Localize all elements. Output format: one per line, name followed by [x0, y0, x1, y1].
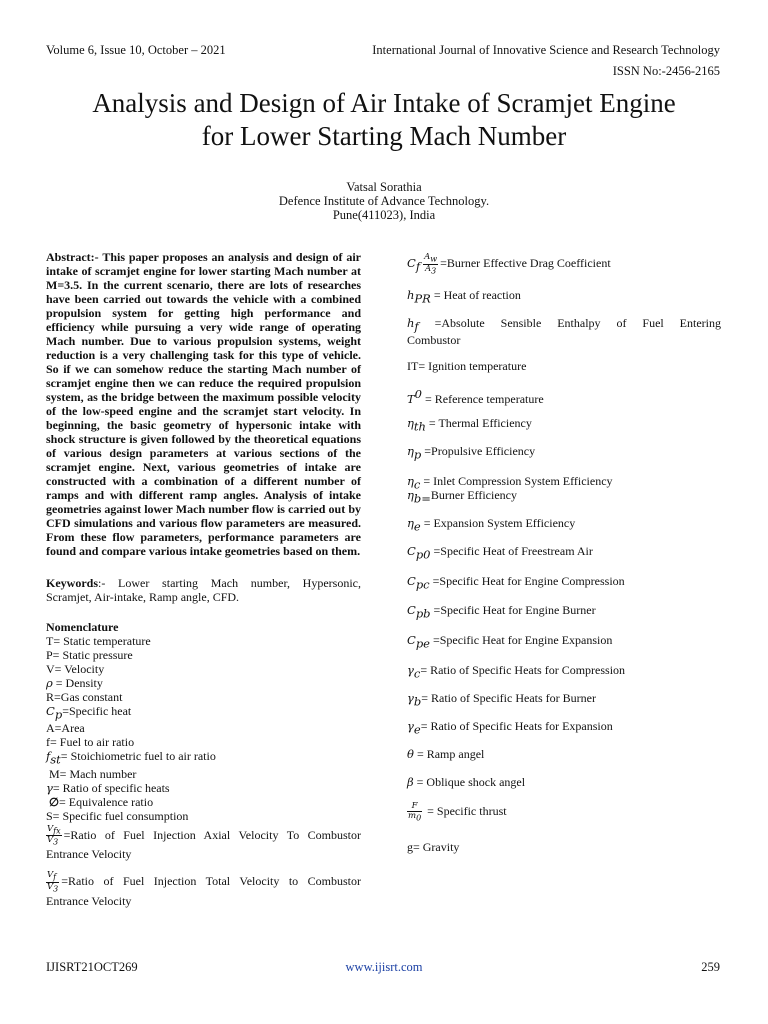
frac-num-sub: f — [53, 872, 57, 882]
nom-desc: =Ratio of Fuel Injection Total Velocity to Combustor — [61, 874, 361, 889]
frac-den: m — [408, 811, 417, 821]
nom-desc-cont: Combustor — [407, 333, 461, 348]
nom-item: P= Static pressure — [46, 648, 133, 662]
nom-subscript: pe — [415, 636, 430, 651]
nom-item-cp0 — [407, 544, 593, 561]
nom-subscript: c — [413, 666, 421, 681]
journal-name: International Journal of Innovative Science and Research Technology — [372, 43, 720, 57]
frac-num: A — [424, 252, 431, 262]
nom-subscript: e — [413, 519, 421, 534]
frac-den-sub: 3 — [53, 884, 59, 894]
nom-desc: = Oblique shock angel — [413, 775, 526, 789]
nom-symbol: γ — [407, 691, 414, 705]
fraction — [423, 253, 438, 275]
frac-num-sub: fx — [53, 826, 61, 836]
nom-item: A=Area — [46, 721, 85, 736]
nom-subscript: e — [413, 722, 421, 737]
nom-item: V= Velocity — [46, 662, 105, 676]
nom-desc: = Density — [52, 676, 103, 690]
frac-den-sub: 0 — [416, 813, 422, 823]
nom-symbol: β — [407, 775, 414, 789]
abstract — [46, 250, 361, 558]
nom-desc: = Ratio of Specific Heats for Burner — [421, 691, 596, 705]
nom-desc: = Ratio of Specific Heats for Compression — [420, 663, 626, 677]
nom-desc: = Thermal Efficiency — [425, 416, 532, 430]
volume-info: Volume 6, Issue 10, October – 2021 — [46, 43, 226, 57]
nom-symbol: C — [407, 633, 416, 647]
frac-num-sub: w — [430, 254, 438, 264]
nom-line — [46, 871, 361, 893]
nom-desc: =Specific Heat for Engine Compression — [429, 574, 625, 588]
nom-subscript: b= — [413, 491, 431, 506]
nom-line — [407, 316, 721, 333]
nom-subscript: p0 — [415, 547, 431, 562]
nom-subscript: PR — [414, 291, 431, 306]
nom-subscript: pb — [415, 606, 431, 621]
nom-symbol: γ — [407, 663, 414, 677]
keywords-label: Keywords — [46, 576, 98, 590]
nom-subscript: c — [413, 477, 421, 492]
nom-desc: Burner Efficiency — [430, 488, 517, 502]
nom-symbol: h — [407, 316, 415, 330]
nom-item-cpb — [407, 603, 596, 620]
nom-desc: =Specific heat — [62, 704, 132, 718]
fraction — [407, 802, 422, 823]
keywords — [46, 576, 361, 604]
nom-item — [46, 795, 361, 809]
nom-item-eta-th — [407, 416, 532, 433]
nom-symbol: T — [407, 392, 415, 406]
nom-superscript: 0 — [414, 387, 422, 401]
nom-desc: = Ramp angel — [413, 747, 485, 761]
paper-code: IJISRT21OCT269 — [46, 960, 138, 974]
nom-symbol: ρ — [46, 676, 53, 690]
nom-desc: = Expansion System Efficiency — [420, 516, 576, 530]
abstract-label: Abstract:- — [46, 250, 99, 264]
nom-desc: = Ratio of Specific Heats for Expansion — [420, 719, 613, 733]
title-line-2: for Lower Starting Mach Number — [201, 121, 567, 151]
nom-subscript: f — [415, 259, 421, 274]
nom-desc: = Reference temperature — [422, 392, 544, 406]
nom-item — [46, 825, 361, 861]
nom-symbol: C — [407, 603, 416, 617]
nom-desc: = Ratio of specific heats — [52, 780, 170, 795]
nom-symbol: C — [407, 255, 416, 270]
nom-item — [46, 749, 361, 766]
nom-desc: = Stoichiometric fuel to air ratio — [60, 749, 216, 764]
nom-desc-cont: Entrance Velocity — [46, 847, 132, 862]
author-block — [0, 180, 768, 222]
nom-subscript: p — [413, 447, 422, 462]
nom-symbol: γ — [407, 719, 414, 733]
nom-desc-cont: Entrance Velocity — [46, 893, 132, 908]
nom-desc: =Absolute Sensible Enthalpy of Fuel Entering — [418, 316, 721, 330]
nom-symbol: f — [46, 749, 51, 764]
nom-item — [46, 704, 361, 721]
nom-symbol: θ — [407, 747, 414, 761]
nom-item-g: g= Gravity — [407, 840, 460, 854]
nomenclature-heading: Nomenclature — [46, 620, 119, 634]
nom-item — [46, 781, 361, 795]
nom-subscript: pc — [415, 577, 430, 592]
frac-den: V — [47, 835, 54, 846]
frac-den: V — [47, 881, 54, 892]
nom-symbol: η — [407, 416, 414, 430]
nom-subscript: th — [413, 419, 426, 434]
issn: ISSN No:-2456-2165 — [612, 64, 720, 78]
nom-subscript: b — [413, 694, 422, 709]
frac-den: A — [424, 263, 432, 274]
nom-symbol: η — [407, 474, 414, 488]
nom-symbol: γ — [46, 780, 53, 795]
nom-item: f= Fuel to air ratio — [46, 735, 135, 750]
nom-desc: = Inlet Compression System Efficiency — [420, 474, 613, 488]
nom-item — [46, 676, 361, 690]
page-number: 259 — [701, 960, 720, 974]
nom-item-theta — [407, 747, 484, 761]
title-line-1: Analysis and Design of Air Intake of Scramjet Engine — [92, 88, 676, 118]
nom-desc: =Specific Heat for Engine Burner — [430, 603, 596, 617]
author-name: Vatsal Sorathia — [346, 180, 422, 194]
author-location: Pune(411023), India — [332, 208, 436, 222]
fraction — [46, 825, 62, 847]
nom-item-eta-e — [407, 516, 575, 533]
nom-line — [46, 825, 361, 847]
nom-item-it: IT= Ignition temperature — [407, 359, 527, 373]
nom-desc: =Burner Effective Drag Coefficient — [440, 255, 611, 270]
nom-item-gamma-c — [407, 663, 625, 680]
nom-item-beta — [407, 775, 525, 789]
nom-desc: =Specific Heat of Freestream Air — [430, 544, 593, 558]
nomenclature-list — [46, 634, 361, 908]
nom-item-cpc — [407, 574, 625, 591]
nom-symbol: η — [407, 516, 414, 530]
frac-den-sub: 3 — [53, 838, 59, 848]
paper-title — [0, 87, 768, 153]
frac-den-sub: 3 — [431, 266, 437, 276]
fraction — [46, 871, 59, 893]
nom-subscript: f — [414, 319, 419, 334]
nom-item-hf — [407, 316, 721, 347]
nom-item-hpr — [407, 288, 521, 305]
nom-desc: =Propulsive Efficiency — [421, 444, 536, 458]
nom-symbol: h — [407, 288, 415, 302]
nom-desc: = Equivalence ratio — [59, 794, 154, 809]
nom-item-specific-thrust — [407, 802, 507, 823]
nom-item: M= Mach number — [46, 766, 137, 781]
nom-subscript: p — [54, 707, 63, 722]
frac-num: F — [411, 801, 418, 811]
nom-item: R=Gas constant — [46, 690, 123, 704]
nom-item-gamma-e — [407, 719, 613, 736]
nom-item-eta-p — [407, 444, 535, 461]
frac-num: V — [47, 870, 54, 881]
nom-symbol: C — [407, 574, 416, 588]
nom-item-t0 — [407, 387, 544, 406]
left-column — [46, 250, 361, 908]
nom-subscript: st — [50, 752, 61, 767]
nom-desc: =Specific Heat for Engine Expansion — [429, 633, 613, 647]
keywords-text: :- Lower starting Mach number, Hypersonic, Scramjet, Air-intake, Ramp angle, CFD. — [46, 576, 361, 604]
nom-symbol: η — [407, 488, 414, 502]
nom-item: S= Specific fuel consumption — [46, 808, 189, 823]
abstract-text: This paper proposes an analysis and design of air intake of scramjet engine for lower starting Mach number at M=3.5. In the current scenario, there are lots of researches have been carried out towards the vehicle with a combined propulsion system for getting high performance and efficiency while pursuing a very wide range of operating Mach number. Due to various propulsion systems, weight reduction is a very challenging task for this type of vehicle. So if we can somehow reduce the starting Mach number of scramjet engine then we can reduce the required propulsion system, as the bridge between the maximum possible velocity of the low-speed engine and the scramjet start velocity. In beginning, the basic geometry of hypersonic intake with shock structure is given followed by the theoretical equations of various design parameters at various sections of the scramjet engine. Next, various geometries of intake are constructed with a combination of a different number of ramps and with different ramp angles. Analysis of intake geometries against lower Mach number flow is carried out by CFD simulations and various flow parameters are measured. From these flow parameters, performance parameters are found and compare various intake geometries based on them. — [46, 250, 361, 558]
nom-item: T= Static temperature — [46, 634, 151, 648]
nom-item-cf — [407, 253, 611, 275]
author-affiliation: Defence Institute of Advance Technology. — [278, 194, 490, 208]
nom-desc: = Heat of reaction — [430, 288, 521, 302]
nom-symbol: C — [407, 544, 416, 558]
nom-desc: = Specific thrust — [424, 804, 507, 819]
nom-item-gamma-b — [407, 691, 596, 708]
frac-num: V — [47, 823, 54, 834]
nom-symbol: C — [46, 704, 55, 718]
nom-item — [46, 871, 361, 907]
nom-desc: =Ratio of Fuel Injection Axial Velocity To Combustor — [63, 827, 361, 842]
journal-url-link[interactable]: www.ijisrt.com — [345, 960, 423, 974]
nom-item-cpe — [407, 633, 612, 650]
nom-symbol: η — [407, 444, 414, 458]
nom-symbol: ∅ — [49, 794, 60, 809]
nom-item-eta-b — [407, 488, 517, 505]
